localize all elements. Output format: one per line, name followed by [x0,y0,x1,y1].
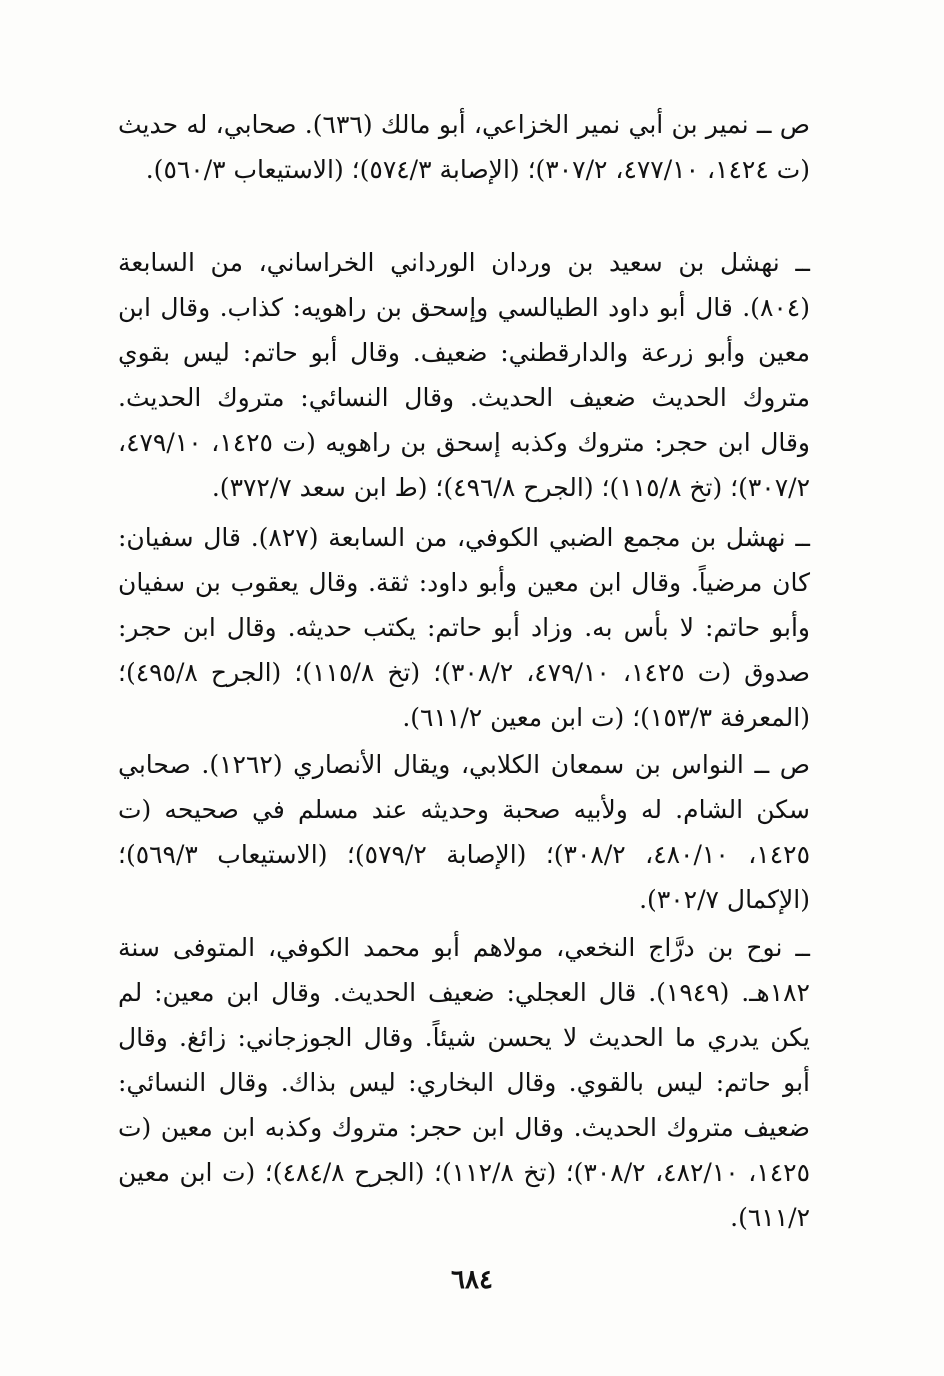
narrator-entry-numayr: ص ــ نمير بن أبي نمير الخزاعي، أبو مالك (٦٣٦). صحابي، له حديث (ت ١٤٢٤، ٤٧٧/١٠، ٣٠٧/٢)؛ (الإصابة ٥٧٤/٣)؛ (الاستيعاب ٥٦٠/٣). [118,110,811,184]
narrator-entry-nawwas: ص ــ النواس بن سمعان الكلابي، ويقال الأنصاري (١٢٦٢). صحابي سكن الشام. له ولأبيه صحبة وحديثه عند مسلم في صحيحه (ت ١٤٢٥، ٤٨٠/١٠، ٣٠٨/٢)؛ (الإصابة ٥٧٩/٢)؛ (الاستيعاب ٥٦٩/٣)؛ (الإكمال ٣٠٢/٧). [118,750,810,914]
narrator-entry-nahshal-ibn-mujammi: ــ نهشل بن مجمع الضبي الكوفي، من السابعة (٨٢٧). قال سفيان: كان مرضياً. وقال ابن معين وأبو داود: ثقة. وقال يعقوب بن سفيان وأبو حاتم: لا بأس به. وزاد أبو حاتم: يكتب حديثه. وقال ابن حجر: صدوق (ت ١٤٢٥، ٤٧٩/١٠، ٣٠٨/٢)؛ (تخ ١١٥/٨)؛ (الجرح ٤٩٥/٨)؛ (المعرفة ١٥٣/٣)؛ (ت ابن معين ٦١١/٢). [118,523,810,732]
narrator-entry-nuh-ibn-darraj: ــ نوح بن درَّاج النخعي، مولاهم أبو محمد الكوفي، المتوفى سنة ١٨٢هـ. (١٩٤٩). قال العجلي: ضعيف الحديث. وقال ابن معين: لم يكن يدري ما الحديث لا يحسن شيئاً. وقال الجوزجاني: زائغ. وقال أبو حاتم: ليس بالقوي. وقال البخاري: ليس بذاك. وقال النسائي: ضعيف متروك الحديث. وقال ابن حجر: متروك وكذبه ابن معين (ت ١٤٢٥، ٤٨٢/١٠، ٣٠٨/٢)؛ (تخ ١١٢/٨)؛ (الجرح ٤٨٤/٨)؛ (ت ابن معين ٦١١/٢). [118,933,810,1232]
page-number: ٦٨٤ [451,1265,493,1295]
narrator-entry-nahshal-ibn-said: ــ نهشل بن سعيد بن وردان الورداني الخراساني، من السابعة (٨٠٤). قال أبو داود الطيالسي وإسحق بن راهويه: كذاب. وقال ابن معين وأبو زرعة والدارقطني: ضعيف. وقال أبو حاتم: ليس بقوي متروك الحديث ضعيف الحديث. وقال النسائي: متروك الحديث. وقال ابن حجر: متروك وكذبه إسحق بن راهويه (ت ١٤٢٥، ٤٧٩/١٠، ٣٠٧/٢)؛ (تخ ١١٥/٨)؛ (الجرح ٤٩٦/٨)؛ (ط ابن سعد ٣٧٢/٧). [118,248,810,502]
